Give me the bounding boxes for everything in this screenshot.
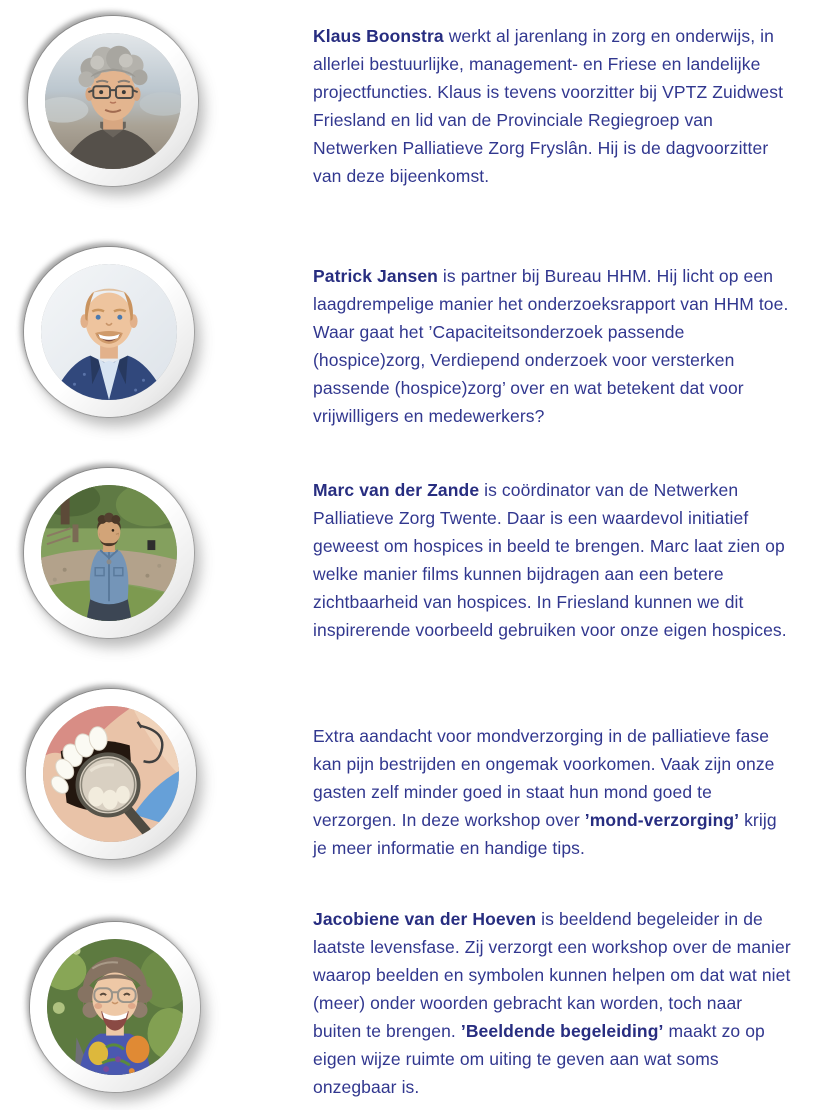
photo-badge-jacobiene	[30, 922, 200, 1092]
photo-badge-klaus-boonstra	[28, 16, 198, 186]
bio-text: is coördinator van de Netwerken Palliatieve Zorg Twente. Daar is een waardevol initiatief geweest om hospices in beeld te brengen. Marc laat zien op welke manier films kunnen bijdragen aan een betere zichtbaarheid van hospices. In Friesland kunnen we dit inspirerende voorbeeld gebruiken voor onze eigen hospices.	[313, 480, 787, 640]
speaker-name: Jacobiene van der Hoeven	[313, 909, 537, 929]
bio-text: maakt zo op eigen wijze ruimte om uiting te geven aan wat soms onzegbaar is.	[313, 1021, 765, 1097]
klaus-boonstra-portrait	[45, 33, 181, 169]
speaker-name: Marc van der Zande	[313, 480, 480, 500]
bio-text: krijg je meer informatie en handige tips.	[313, 810, 777, 858]
bio-marc-van-der-zande	[313, 476, 795, 644]
photo-badge-marc-van-der-zande	[24, 468, 194, 638]
patrick-jansen-portrait	[41, 264, 177, 400]
marc-van-der-zande-portrait	[41, 485, 177, 621]
bio-klaus-boonstra	[313, 22, 795, 190]
photo-badge-patrick-jansen	[24, 247, 194, 417]
teeth-dental-mirror-image	[43, 706, 179, 842]
bio-text: is beeldend begeleider in de laatste levensfase. Zij verzorgt een workshop over de manier waarop beelden en symbolen kunnen helpen om dat wat niet (meer) onder woorden gebracht kan worden, toch naar buiten te brengen.	[313, 909, 791, 1041]
bio-jacobiene-van-der-hoeven	[313, 905, 795, 1101]
marc-van-der-zande-portrait-image	[41, 485, 177, 621]
speaker-name: Klaus Boonstra	[313, 26, 444, 46]
jacobiene-portrait-image	[47, 939, 183, 1075]
speaker-name: Patrick Jansen	[313, 266, 438, 286]
bio-text: is partner bij Bureau HHM. Hij licht op een laagdrempelige manier het onderzoeksrapport van HHM toe. Waar gaat het ’Capaciteitsonderzoek passende (hospice)zorg, Verdiepend onderzoek voor versterken passende (hospice)zorg’ over en wat betekent dat voor vrijwilligers en medewerkers?	[313, 266, 789, 426]
jacobiene-van-der-hoeven-portrait	[47, 939, 183, 1075]
teeth-dental-mirror-photo	[43, 706, 179, 842]
workshop-title: ’mond-verzorging’	[584, 810, 740, 830]
klaus-boonstra-portrait-image	[45, 33, 181, 169]
bio-text: werkt al jarenlang in zorg en onderwijs, in allerlei bestuurlijke, management- en Friese en landelijke projectfuncties. Klaus is tevens voorzitter bij VPTZ Zuidwest Friesland en lid van de Provinciale Regiegroep van Netwerken Palliatieve Zorg Fryslân. Hij is de dagvoorzitter van deze bijeenkomst.	[313, 26, 784, 186]
bio-mondverzorging	[313, 722, 795, 862]
workshop-title: ’Beeldende begeleiding’	[460, 1021, 664, 1041]
bio-patrick-jansen	[313, 262, 795, 430]
photo-badge-mondverzorging	[26, 689, 196, 859]
bio-text: Extra aandacht voor mondverzorging in de palliatieve fase kan pijn bestrijden en ongemak voorkomen. Vaak zijn onze gasten zelf minder goed in staat hun mond goed te verzorgen. In deze workshop over	[313, 726, 775, 830]
patrick-jansen-portrait-image	[41, 264, 177, 400]
